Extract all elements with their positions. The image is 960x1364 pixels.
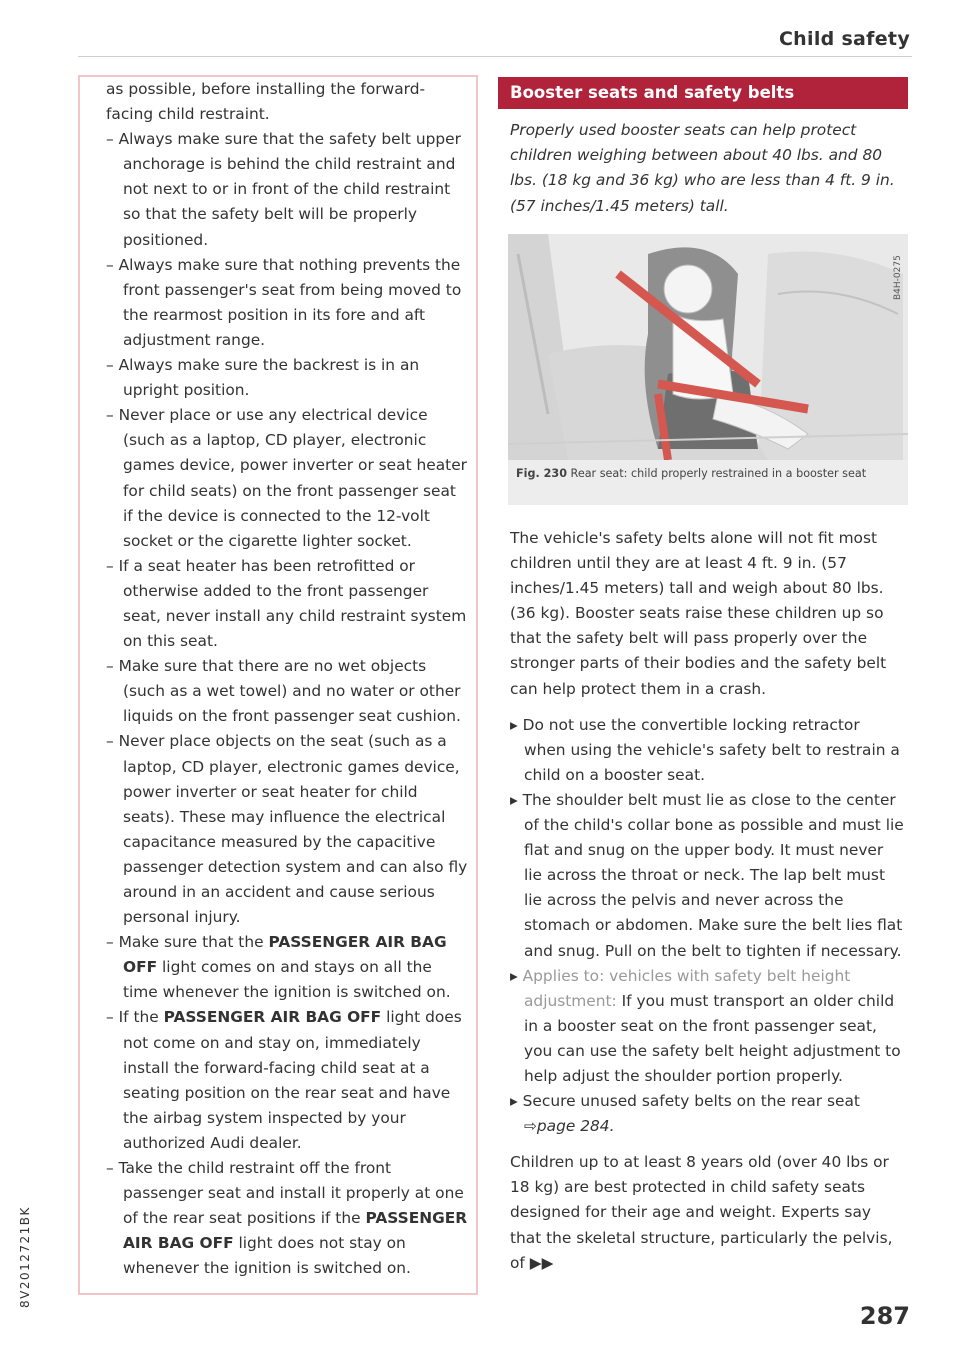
bullet-item: ▸ The shoulder belt must lie as close to the center of the child's collar bone as possible and must lie flat and snug on the upper body. It must never lie across the throat or neck. The lap belt must lie across the pelvis and never across the stomach or abdomen. Make sure the belt lies flat and snug. Pull on the belt to tighten if necessary. <box>510 790 904 960</box>
warning-item: – Always make sure that the safety belt upper anchorage is behind the child restraint and not next to or in front of the child restraint so that the safety belt will be properly positioned. <box>106 130 461 249</box>
warning-item: – Make sure that the PASSENGER AIR BAG OFF light comes on and stays on all the time whenever the ignition is switched on. <box>106 933 451 1002</box>
header-rule <box>78 56 912 57</box>
warning-item: – If the PASSENGER AIR BAG OFF light does not come on and stay on, immediately install the forward-facing child seat at a seating position on the rear seat and have the airbag system inspected by your authorized Audi dealer. <box>106 1008 462 1152</box>
page-reference-link[interactable]: ⇨page 284. <box>524 1117 615 1136</box>
section-banner: Booster seats and safety belts <box>498 77 908 109</box>
figure-code: B4H-0275 <box>893 255 903 300</box>
warning-item: – If a seat heater has been retrofitted or otherwise added to the front passenger seat, never install any child restraint system on this seat. <box>106 556 467 651</box>
document-code: 8V2012721BK <box>18 1206 32 1308</box>
booster-seat-drawing <box>508 234 908 460</box>
bullet-item: ▸ Applies to: vehicles with safety belt height adjustment: If you must transport an older child in a booster seat on the front passenger seat, you can use the safety belt height adjustment to help adjust the shoulder portion properly. <box>510 966 901 1085</box>
warning-intro: as possible, before installing the forward-facing child restraint. <box>106 80 426 124</box>
warning-item: – Always make sure that nothing prevents the front passenger's seat from being moved to the rearmost position in its fore and aft adjustment range. <box>106 255 462 349</box>
figure-label: Fig. 230 <box>516 467 567 480</box>
bullet-item: ▸ Do not use the convertible locking retractor when using the vehicle's safety belt to restrain a child on a booster seat. <box>510 715 900 784</box>
body-text <box>510 526 905 1276</box>
airbag-indicator-label: PASSENGER AIR BAG OFF <box>123 1209 468 1253</box>
section-title: Child safety <box>778 28 910 50</box>
airbag-indicator-label: PASSENGER AIR BAG OFF <box>163 1008 382 1027</box>
paragraph: The vehicle's safety belts alone will not fit most children until they are at least 4 ft. 9 in. (57 inches/1.45 meters) tall and weigh about 80 lbs. (36 kg). Booster seats raise these children up so that the safety belt will pass properly over the stronger parts of their bodies and the safety belt can help protect them in a crash. <box>510 529 887 698</box>
paragraph: Children up to at least 8 years old (over 40 lbs or 18 kg) are best protected in child safety seats designed for their age and weight. Experts say that the skeletal structure, particularly the pelvis, of ▶▶ <box>510 1153 893 1272</box>
warning-item: – Make sure that there are no wet objects (such as a wet towel) and no water or other liquids on the front passenger seat cushion. <box>106 657 461 726</box>
warning-item: – Take the child restraint off the front passenger seat and install it properly at one of the rear seat positions if the PASSENGER AIR BAG OFF light does not stay on whenever the ignition is switched on. <box>106 1159 468 1278</box>
warning-item: – Never place objects on the seat (such as a laptop, CD player, electronic games device, power inverter or seat heater for child seats). These may influence the electrical capacitance measured by the capacitive passenger detection system and can also fly around in an accident and cause serious personal injury. <box>106 732 468 927</box>
airbag-indicator-label: PASSENGER AIR BAG OFF <box>123 933 447 977</box>
booster-seat-illustration <box>508 234 908 460</box>
warning-item: – Never place or use any electrical device (such as a laptop, CD player, electronic games device, power inverter or seat heater for child seats) on the front passenger seat if the device is connected to the 12-volt socket or the cigarette lighter socket. <box>106 406 467 550</box>
warning-item: – Always make sure the backrest is in an upright position. <box>106 356 420 400</box>
applicability-note: Applies to: vehicles with safety belt height adjustment: <box>522 966 851 1010</box>
page-number: 287 <box>859 1302 910 1330</box>
continue-arrow-icon: ▶▶ <box>529 1253 554 1272</box>
bullet-item: ▸ Secure unused safety belts on the rear seat ⇨page 284. <box>510 1092 860 1136</box>
intro-text: Properly used booster seats can help protect children weighing between about 40 lbs. and 80 lbs. (18 kg and 36 kg) who are less than 4 ft. 9 in. (57 inches/1.45 meters) tall. <box>510 121 895 215</box>
figure-caption: Fig. 230 Rear seat: child properly restrained in a booster seat <box>508 460 908 505</box>
warning-list <box>100 77 470 1282</box>
